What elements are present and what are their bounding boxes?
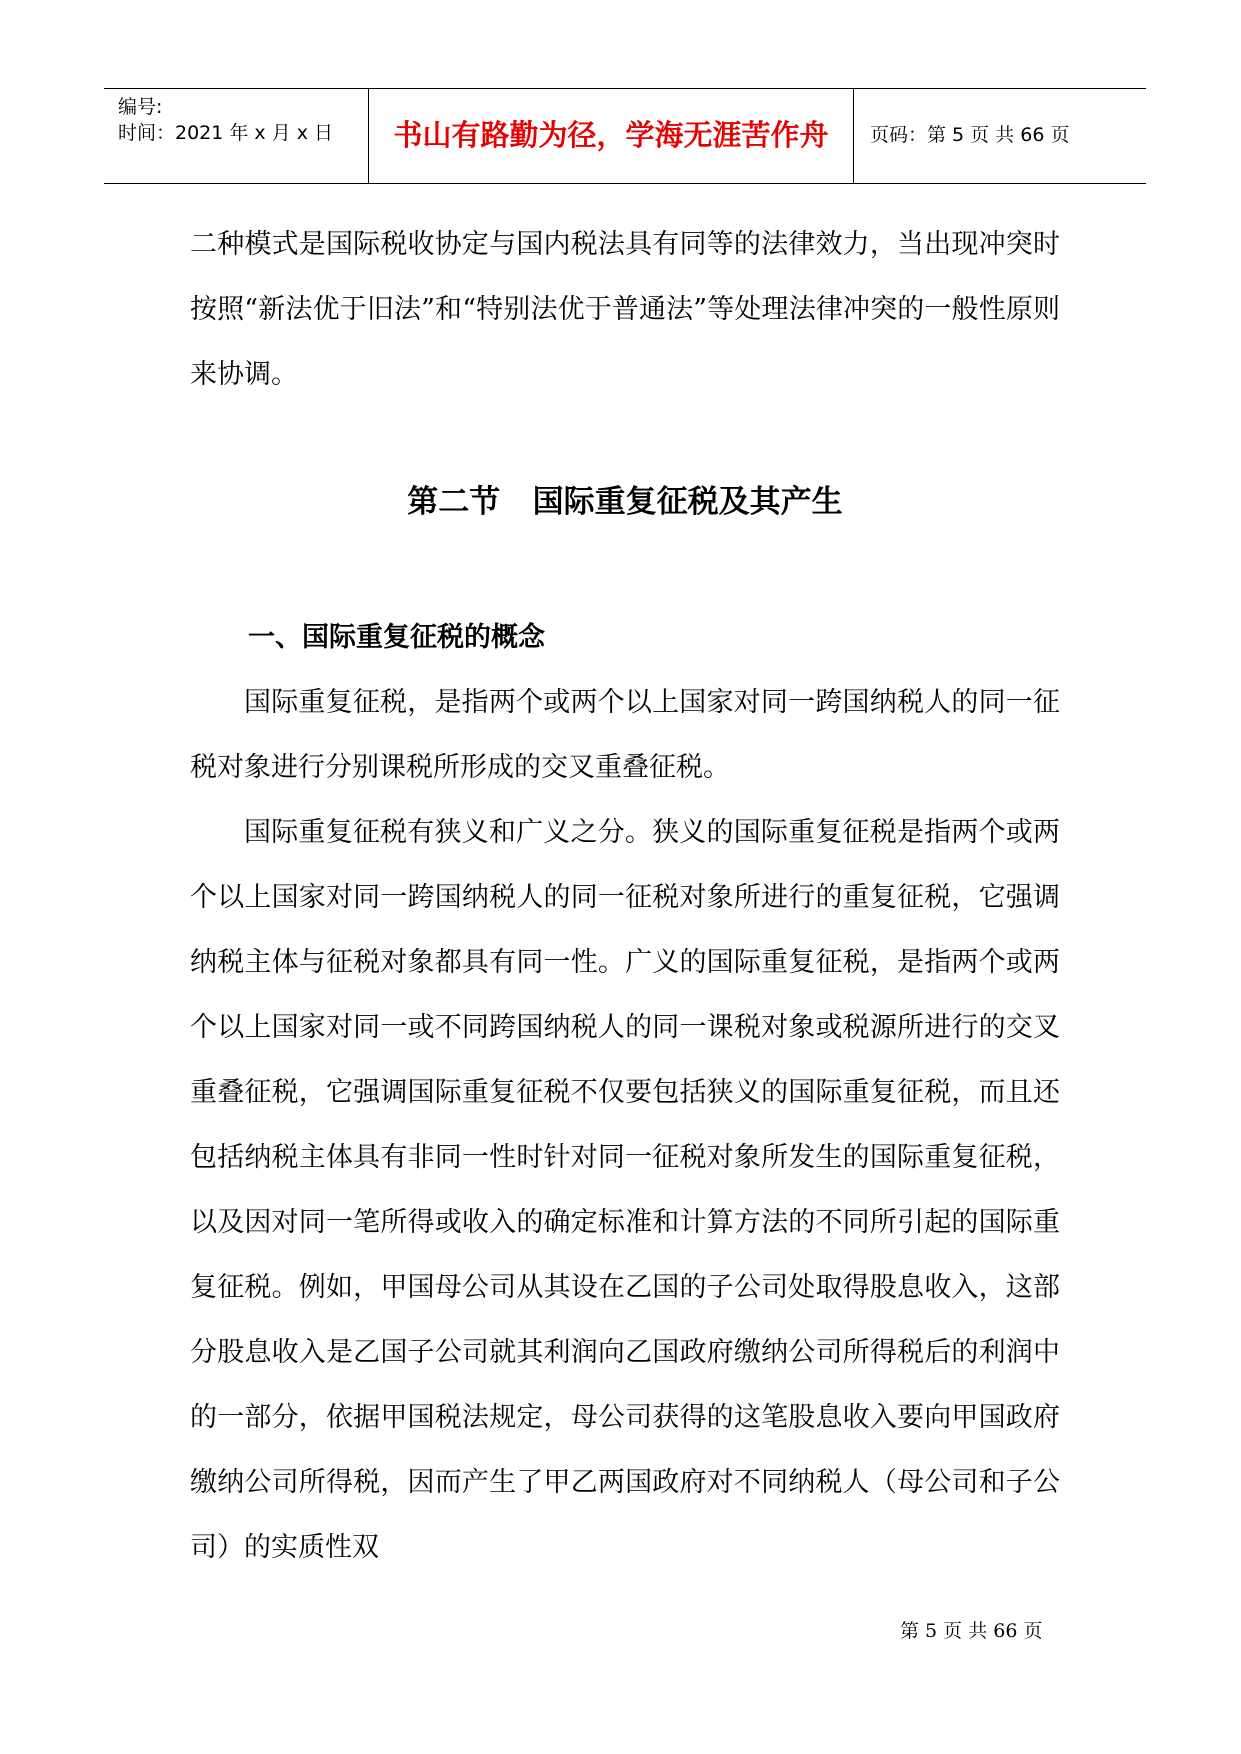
header-page-cell [854, 89, 1146, 183]
header-motto-cell [369, 89, 854, 183]
top-paragraphs [190, 212, 1060, 407]
page-header [104, 88, 1146, 184]
document-time-label: 时间：2021 年 x 月 x 日 [118, 122, 334, 144]
paragraph: 二种模式是国际税收协定与国内税法具有同等的法律效力，当出现冲突时按照“新法优于旧法”和“特别法优于普通法”等处理法律冲突的一般性原则来协调。 [190, 229, 1060, 390]
page-footer-number: 第 5 页 共 66 页 [900, 1620, 1043, 1642]
header-info-cell [104, 89, 369, 183]
header-motto: 书山有路勤为径，学海无涯苦作舟 [393, 118, 829, 152]
document-number-label: 编号: [118, 96, 163, 118]
paragraph: 国际重复征税有狭义和广义之分。狭义的国际重复征税是指两个或两个以上国家对同一跨国纳税人的同一征税对象所进行的重复征税，它强调纳税主体与征税对象都具有同一性。广义的国际重复征税，是指两个或两个以上国家对同一或不同跨国纳税人的同一课税对象或税源所进行的交叉重叠征税，它强调国际重复征税不仅要包括狭义的国际重复征税，而且还包括纳税主体具有非同一性时针对同一征税对象所发生的国际重复征税，以及因对同一笔所得或收入的确定标准和计算方法的不同所引起的国际重复征税。例如，甲国母公司从其设在乙国的子公司处取得股息收入，这部分股息收入是乙国子公司就其利润向乙国政府缴纳公司所得税后的利润中的一部分，依据甲国税法规定，母公司获得的这笔股息收入要向甲国政府缴纳公司所得税，因而产生了甲乙两国政府对不同纳税人（母公司和子公司）的实质性双 [190, 817, 1060, 1563]
section-title: 第二节 国际重复征税及其产生 [407, 484, 843, 520]
header-page-number: 页码：第 5 页 共 66 页 [870, 124, 1070, 146]
subsection-title: 一、国际重复征税的概念 [248, 622, 545, 653]
body-paragraphs [190, 670, 1060, 1580]
paragraph: 国际重复征税，是指两个或两个以上国家对同一跨国纳税人的同一征税对象进行分别课税所形成的交叉重叠征税。 [190, 687, 1060, 783]
